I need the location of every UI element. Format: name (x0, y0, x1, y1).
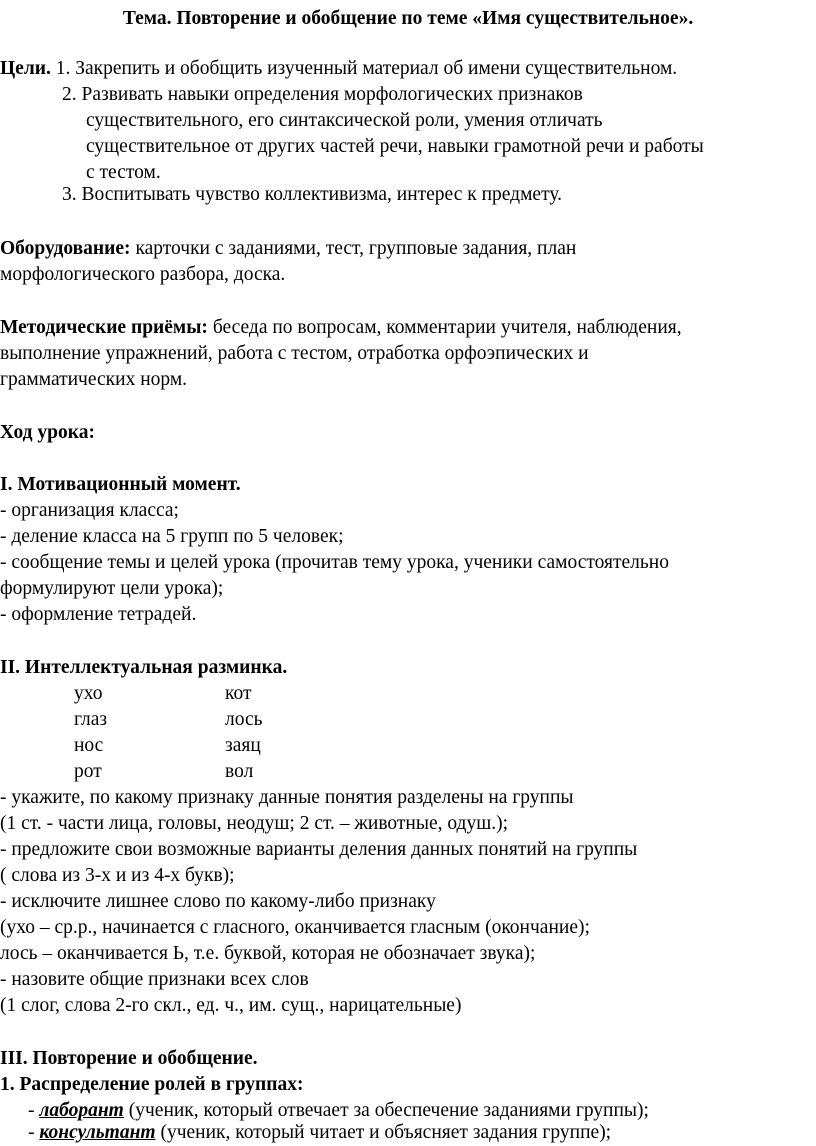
section2-line: - укажите, по какому признаку данные понятия разделены на группы (0, 787, 574, 808)
goals-line-3: существительного, его синтаксической роли, умения отличать (86, 110, 603, 131)
word-right: вол (225, 761, 254, 782)
section3-subheading: 1. Распределение ролей в группах: (0, 1074, 304, 1095)
methods-line-3: грамматических норм. (0, 369, 188, 390)
section1-item: формулируют цели урока); (0, 578, 224, 599)
section3-heading: III. Повторение и обобщение. (0, 1048, 258, 1069)
equipment-line-2: морфологического разбора, доска. (0, 264, 286, 285)
goals-line-1 (0, 56, 677, 82)
section2-line: - назовите общие признаки всех слов (0, 969, 309, 990)
equipment-text-1: карточки с заданиями, тест, групповые задания, план (130, 238, 577, 259)
word-right: заяц (225, 735, 261, 756)
role-name: лаборант (39, 1100, 124, 1121)
word-left: рот (74, 761, 102, 782)
role-prefix: - (28, 1100, 40, 1121)
section1-item: - организация класса; (0, 500, 179, 521)
lesson-heading: Ход урока: (0, 422, 95, 443)
goals-line-5: с тестом. (86, 162, 161, 183)
role-name: консультант (39, 1122, 156, 1143)
section2-line: (1 слог, слова 2-го скл., ед. ч., им. сущ., нарицательные) (0, 995, 462, 1016)
section2-line: (1 ст. - части лица, головы, неодуш; 2 ст. – животные, одуш.); (0, 813, 509, 834)
section2-heading: II. Интеллектуальная разминка. (0, 657, 288, 678)
role-item (28, 1120, 611, 1146)
section1-item: - сообщение темы и целей урока (прочитав тему урока, ученики самостоятельно (0, 552, 669, 573)
word-left: ухо (74, 683, 103, 704)
methods-line-1 (0, 315, 682, 341)
word-left: глаз (74, 709, 108, 730)
section2-line: лось – оканчивается Ь, т.е. буквой, которая не обозначает звука); (0, 943, 536, 964)
section2-line: - предложите свои возможные варианты деления данных понятий на группы (0, 839, 638, 860)
role-description: (ученик, который читает и объясняет задания группе); (155, 1122, 612, 1143)
goals-line-2: 2. Развивать навыки определения морфологических признаков (62, 84, 583, 105)
document-title: Тема. Повторение и обобщение по теме «Имя существительное». (122, 8, 694, 29)
role-description: (ученик, который отвечает за обеспечение заданиями группы); (123, 1100, 649, 1121)
section2-line: - исключите лишнее слово по какому-либо признаку (0, 891, 436, 912)
word-right: лось (225, 709, 263, 730)
equipment-label: Оборудование: (0, 238, 131, 259)
section2-line: (ухо – ср.р., начинается с гласного, оканчивается гласным (окончание); (0, 917, 590, 938)
role-prefix: - (28, 1122, 40, 1143)
goals-label: Цели. (0, 58, 51, 79)
goals-line-4: существительное от других частей речи, навыки грамотной речи и работы (86, 136, 704, 157)
goals-text-1: 1. Закрепить и обобщить изученный материал об имени существительном. (50, 58, 678, 79)
equipment-line-1 (0, 236, 576, 262)
section1-item: - деление класса на 5 групп по 5 человек; (0, 526, 344, 547)
methods-label: Методические приёмы: (0, 317, 208, 338)
methods-text-1: беседа по вопросам, комментарии учителя, наблюдения, (207, 317, 682, 338)
methods-line-2: выполнение упражнений, работа с тестом, отработка орфоэпических и (0, 343, 589, 364)
section1-heading: I. Мотивационный момент. (0, 474, 241, 495)
section2-line: ( слова из 3-х и из 4-х букв); (0, 865, 235, 886)
section1-item: - оформление тетрадей. (0, 604, 197, 625)
word-right: кот (225, 683, 252, 704)
goals-line-6: 3. Воспитывать чувство коллективизма, интерес к предмету. (62, 184, 563, 205)
word-left: нос (74, 735, 104, 756)
